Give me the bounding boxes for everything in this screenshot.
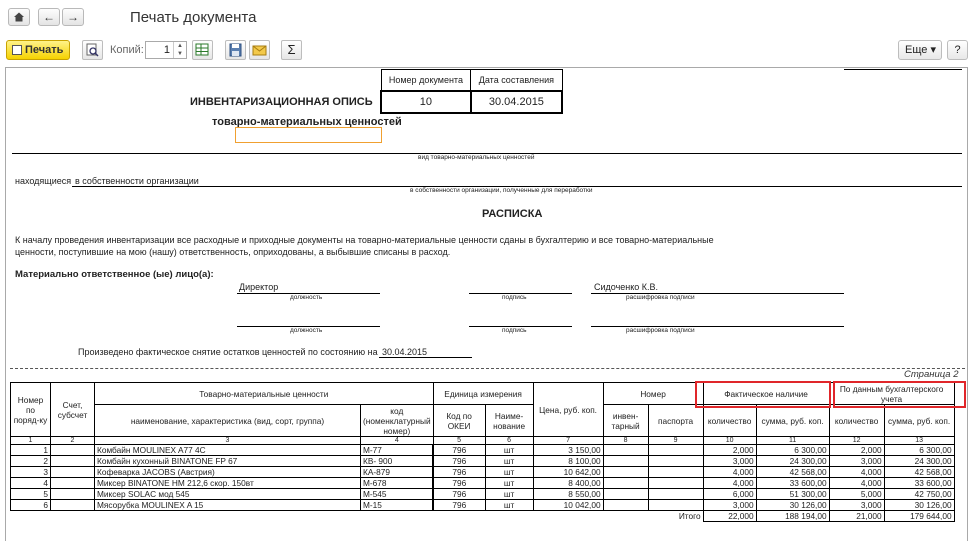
- forward-button[interactable]: [62, 8, 84, 26]
- position-1: Директор: [239, 282, 279, 292]
- document-preview[interactable]: [5, 67, 968, 541]
- selected-cell[interactable]: [235, 127, 382, 143]
- title-bar: [0, 0, 974, 34]
- caption-signature-1: подпись: [502, 294, 527, 301]
- receipt-line-1: К началу проведения инвентаризации все расходные и приходные документы на товарно-материальные ценности сданы в бухгалтерию и все товарно-материальные: [15, 235, 714, 245]
- total-label: Итого: [11, 511, 704, 522]
- removal-date: 30.04.2015: [382, 347, 428, 357]
- header-qty: количество: [703, 405, 756, 437]
- row-inventory: [603, 467, 648, 478]
- row-inventory: [603, 445, 648, 456]
- row-sum: 30 126,00: [756, 500, 829, 511]
- save-button[interactable]: [225, 40, 246, 60]
- header-accounting: По данным бухгалтерского учета: [829, 383, 954, 405]
- row-passport: [648, 467, 703, 478]
- doc-number-header: Номер документа: [381, 70, 471, 91]
- sum-button[interactable]: [281, 40, 302, 60]
- row-price: 8 100,00: [533, 456, 603, 467]
- row-passport: [648, 456, 703, 467]
- header-account: Счет, субсчет: [51, 383, 95, 437]
- page-break: [10, 368, 965, 369]
- row-qty: 6,000: [703, 489, 756, 500]
- table-row: [11, 456, 955, 467]
- row-qty: 3,000: [703, 456, 756, 467]
- row-okei: 796: [433, 456, 485, 467]
- row-price: 10 642,00: [533, 467, 603, 478]
- row-qty-accounting: 2,000: [829, 445, 884, 456]
- row-code: М-77: [361, 445, 434, 456]
- person-1: Сидоченко К.В.: [594, 282, 659, 292]
- row-code: КВ- 900: [361, 456, 434, 467]
- send-email-button[interactable]: [249, 40, 270, 60]
- row-unit: шт: [485, 456, 533, 467]
- row-okei: 796: [433, 445, 485, 456]
- envelope-icon: [250, 41, 269, 59]
- row-unit: шт: [485, 478, 533, 489]
- more-button-label: Еще: [905, 44, 928, 56]
- col-number: 6: [485, 437, 533, 445]
- header-okei: Код по ОКЕИ: [433, 405, 485, 437]
- col-number: 9: [648, 437, 703, 445]
- row-passport: [648, 500, 703, 511]
- row-price: 3 150,00: [533, 445, 603, 456]
- row-unit: шт: [485, 489, 533, 500]
- col-number: 11: [756, 437, 829, 445]
- row-okei: 796: [433, 467, 485, 478]
- table-row: [11, 500, 955, 511]
- top-rule: [844, 69, 962, 70]
- col-number: 4: [361, 437, 434, 445]
- row-qty: 2,000: [703, 445, 756, 456]
- magnifier-icon: [83, 41, 102, 59]
- doc-number: 10: [381, 91, 471, 113]
- row-sum: 24 300,00: [756, 456, 829, 467]
- row-passport: [648, 478, 703, 489]
- question-icon: ?: [954, 44, 961, 56]
- total-qty: 22,000: [703, 511, 756, 522]
- row-okei: 796: [433, 500, 485, 511]
- removal-label: Произведено фактическое снятие остатков ценностей по состоянию на: [78, 347, 378, 357]
- header-name: наименование, характеристика (вид, сорт, группа): [95, 405, 361, 437]
- row-sum-accounting: 33 600,00: [884, 478, 954, 489]
- total-sum-accounting: 179 644,00: [884, 511, 954, 522]
- header-price: Цена, руб. коп.: [533, 383, 603, 437]
- row-qty: 4,000: [703, 467, 756, 478]
- header-actual: Фактическое наличие: [703, 383, 829, 405]
- receipt-line-2: ценности, поступившие на мою (нашу) ответственность, оприходованы, а выбывшие списаны в расход.: [15, 247, 451, 257]
- row-account: [51, 467, 95, 478]
- row-okei: 796: [433, 478, 485, 489]
- receipt-title: РАСПИСКА: [482, 208, 543, 220]
- row-sum-accounting: 42 750,00: [884, 489, 954, 500]
- copies-input[interactable]: [145, 41, 187, 59]
- row-sum-accounting: 30 126,00: [884, 500, 954, 511]
- header-num: Номер по поряд-ку: [11, 383, 51, 437]
- row-inventory: [603, 489, 648, 500]
- col-number: 10: [703, 437, 756, 445]
- row-qty-accounting: 5,000: [829, 489, 884, 500]
- row-sum: 6 300,00: [756, 445, 829, 456]
- row-qty-accounting: 4,000: [829, 478, 884, 489]
- header-passport: паспорта: [648, 405, 703, 437]
- highlight-actual: [695, 381, 831, 408]
- row-sum-accounting: 42 568,00: [884, 467, 954, 478]
- row-unit: шт: [485, 467, 533, 478]
- row-qty-accounting: 3,000: [829, 500, 884, 511]
- row-sum: 33 600,00: [756, 478, 829, 489]
- window-title: Печать документа: [130, 9, 257, 26]
- row-name: Мясорубка MOULINEX A 15: [95, 500, 361, 511]
- header-goods: Товарно-материальные ценности: [95, 383, 434, 405]
- chevron-down-icon: ▾: [930, 44, 936, 56]
- copies-value: 1: [163, 44, 170, 56]
- located-value: в собственности организации: [75, 176, 199, 186]
- row-code: М-15: [361, 500, 434, 511]
- col-number: 5: [433, 437, 485, 445]
- row-inventory: [603, 478, 648, 489]
- table-row: [11, 445, 955, 456]
- print-button-label: Печать: [25, 44, 64, 56]
- home-icon: [13, 11, 25, 23]
- row-account: [51, 500, 95, 511]
- help-button[interactable]: [947, 40, 968, 60]
- total-row: [11, 511, 955, 522]
- table-edit-icon: [193, 41, 212, 59]
- row-qty-accounting: 3,000: [829, 456, 884, 467]
- caption-position-1: должность: [290, 294, 323, 301]
- table-body: [11, 445, 955, 511]
- row-account: [51, 445, 95, 456]
- doc-date-header: Дата составления: [471, 70, 562, 91]
- print-button[interactable]: [6, 40, 70, 60]
- row-qty-accounting: 4,000: [829, 467, 884, 478]
- located-label: находящиеся: [15, 176, 72, 186]
- row-name: Комбайн MOULINEX A77 4C: [95, 445, 361, 456]
- header-sum: сумма, руб. коп.: [756, 405, 829, 437]
- caption-decode-2: расшифровка подписи: [626, 327, 695, 334]
- header-code: код (номенклатурный номер): [361, 405, 434, 437]
- col-number: 1: [11, 437, 51, 445]
- col-number: 2: [51, 437, 95, 445]
- located-caption: в собственности организации, полученные для переработки: [410, 187, 593, 194]
- row-account: [51, 489, 95, 500]
- floppy-disk-icon: [226, 41, 245, 59]
- total-sum: 188 194,00: [756, 511, 829, 522]
- removal-line: [379, 357, 472, 358]
- more-button[interactable]: [898, 40, 942, 60]
- row-inventory: [603, 500, 648, 511]
- row-account: [51, 456, 95, 467]
- row-qty: 4,000: [703, 478, 756, 489]
- row-sum: 51 300,00: [756, 489, 829, 500]
- row-passport: [648, 445, 703, 456]
- doc-subtitle: товарно-материальных ценностей: [212, 116, 402, 128]
- doc-date: 30.04.2015: [471, 91, 562, 113]
- back-button[interactable]: [38, 8, 60, 26]
- copies-label: Копий:: [110, 44, 144, 56]
- responsible-label: Материально ответственное (ые) лицо(а):: [15, 269, 214, 280]
- table-row: [11, 489, 955, 500]
- edit-table-button[interactable]: [192, 40, 213, 60]
- row-num: 3: [11, 467, 51, 478]
- row-price: 8 400,00: [533, 478, 603, 489]
- row-okei: 796: [433, 489, 485, 500]
- header-inventory: инвен-тарный: [603, 405, 648, 437]
- toolbar: [0, 38, 974, 64]
- header-number: Номер: [603, 383, 703, 405]
- column-number-row: [11, 437, 955, 445]
- home-button[interactable]: [8, 8, 30, 26]
- row-price: 8 550,00: [533, 489, 603, 500]
- row-num: 1: [11, 445, 51, 456]
- row-qty: 3,000: [703, 500, 756, 511]
- header-qty-accounting: количество: [829, 405, 884, 437]
- row-price: 10 042,00: [533, 500, 603, 511]
- row-sum-accounting: 6 300,00: [884, 445, 954, 456]
- row-passport: [648, 489, 703, 500]
- highlight-accounting: [833, 381, 966, 408]
- col-number: 8: [603, 437, 648, 445]
- row-account: [51, 478, 95, 489]
- page-label: Страница 2: [904, 369, 959, 380]
- col-number: 12: [829, 437, 884, 445]
- row-sum-accounting: 24 300,00: [884, 456, 954, 467]
- row-inventory: [603, 456, 648, 467]
- caption-decode-1: расшифровка подписи: [626, 294, 695, 301]
- col-number: 3: [95, 437, 361, 445]
- caption-position-2: должность: [290, 327, 323, 334]
- row-name: Миксер SOLAC мод 545: [95, 489, 361, 500]
- header-unit: Единица измерения: [433, 383, 533, 405]
- header-unit-name: Наиме-нование: [485, 405, 533, 437]
- sigma-icon: Σ: [287, 42, 296, 57]
- col-number: 7: [533, 437, 603, 445]
- table-row: [11, 467, 955, 478]
- doc-title: ИНВЕНТАРИЗАЦИОННАЯ ОПИСЬ: [190, 96, 373, 108]
- row-sum: 42 568,00: [756, 467, 829, 478]
- row-name: Миксер BINATONE HM 212,6 скор. 150вт: [95, 478, 361, 489]
- back-arrow-icon: ←: [43, 10, 55, 24]
- preview-button[interactable]: [82, 40, 103, 60]
- total-qty-accounting: 21,000: [829, 511, 884, 522]
- row-code: М-545: [361, 489, 434, 500]
- row-num: 5: [11, 489, 51, 500]
- printer-icon: [12, 45, 22, 55]
- type-caption: вид товарно-материальных ценностей: [418, 154, 535, 161]
- row-num: 2: [11, 456, 51, 467]
- row-unit: шт: [485, 445, 533, 456]
- table-row: [11, 478, 955, 489]
- row-code: КА-879: [361, 467, 434, 478]
- row-name: Комбайн кухонный BINATONE FP 67: [95, 456, 361, 467]
- caption-signature-2: подпись: [502, 327, 527, 334]
- doc-number-table: [380, 69, 563, 114]
- row-code: М-678: [361, 478, 434, 489]
- row-unit: шт: [485, 500, 533, 511]
- header-sum-accounting: сумма, руб. коп.: [884, 405, 954, 437]
- row-num: 4: [11, 478, 51, 489]
- forward-arrow-icon: →: [67, 10, 79, 24]
- col-number: 13: [884, 437, 954, 445]
- copies-spinner[interactable]: ▲ ▼: [173, 42, 186, 58]
- row-num: 6: [11, 500, 51, 511]
- row-name: Кофеварка JACOBS (Австрия): [95, 467, 361, 478]
